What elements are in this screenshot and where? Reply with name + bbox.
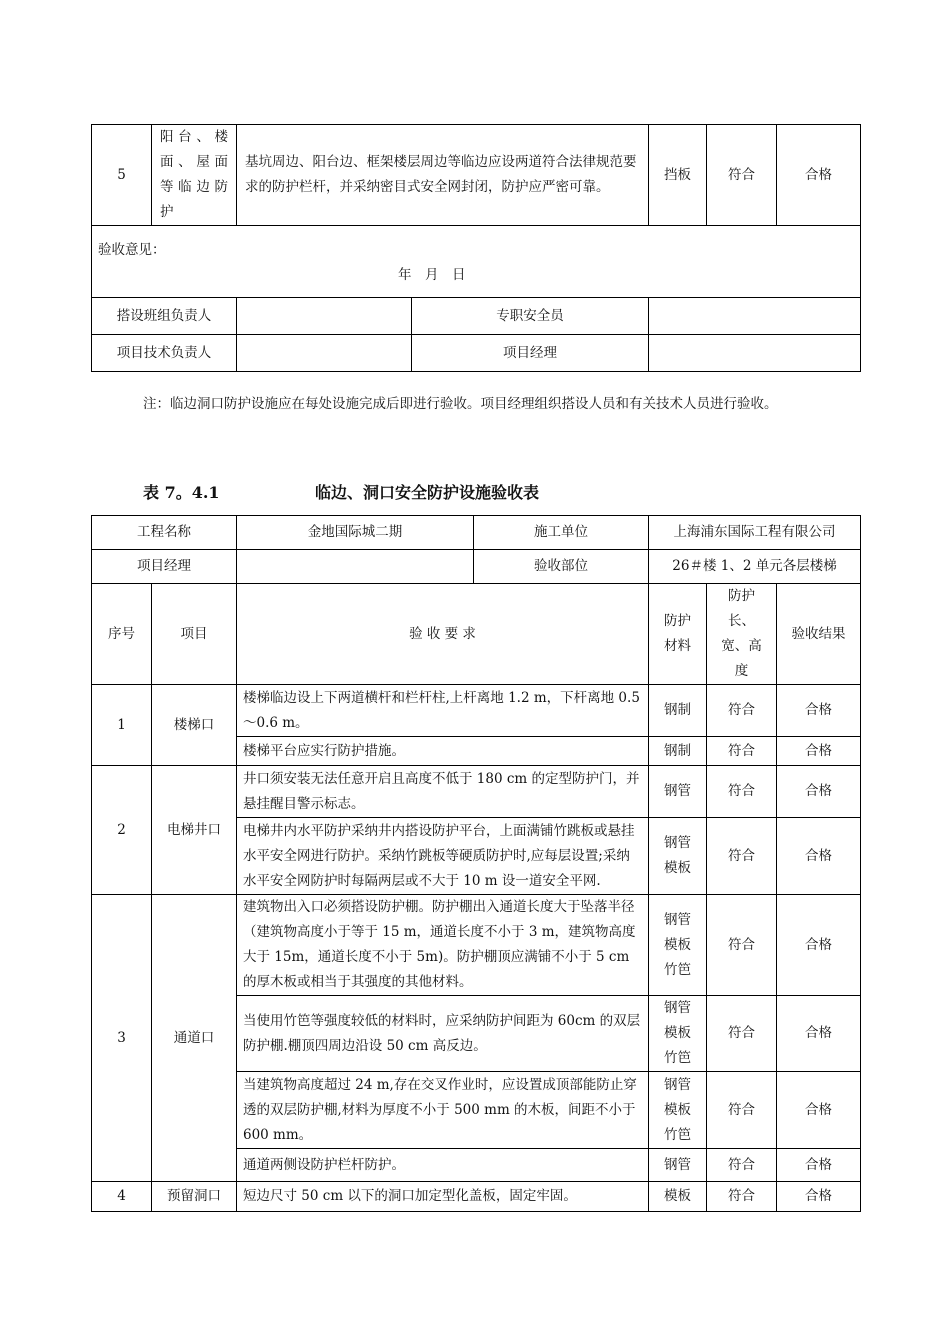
requirement-cell: 楼梯平台应实行防护措施。 [237,737,649,766]
result-cell: 合格 [777,737,861,766]
table-row [92,125,861,226]
material-cell: 模板 [649,1182,707,1212]
tech-leader-label: 项目技术负责人 [92,335,237,372]
signature-row [92,335,861,372]
size-cell: 符合 [707,685,777,737]
safety-officer-signature [649,298,861,335]
material-cell: 钢管 模板 竹笆 [649,996,707,1072]
result-cell: 合格 [777,895,861,996]
table-number: 表 7。4.1 [143,483,220,502]
col-requirement: 验 收 要 求 [237,584,649,685]
row-number: 3 [92,895,152,1182]
material-cell: 钢制 [649,737,707,766]
material-cell: 钢管 模板 竹笆 [649,895,707,996]
requirement-cell: 当使用竹笆等强度较低的材料时，应采纳防护间距为 60cm 的双层防护棚.棚顶四周边沿设 50 cm 高反边。 [237,996,649,1072]
result-cell: 合格 [777,996,861,1072]
material-cell: 钢制 [649,685,707,737]
requirement-cell: 建筑物出入口必须搭设防护棚。防护棚出入通道长度大于坠落半径（建筑物高度小于等于 15 m，通道长度不小于 3 m，建筑物高度大于 15m，通道长度不小于 5m)。防护棚顶应满铺不小于 5 cm 的厚木板或相当于其强度的其他材料。 [237,895,649,996]
material-cell: 钢管 模板 [649,818,707,895]
requirement-cell: 当建筑物高度超过 24 m,存在交叉作业时，应设置成顶部能防止穿透的双层防护棚,材料为厚度不小于 500 mm 的木板，间距不小于 600 mm。 [237,1072,649,1149]
result-cell: 合格 [777,1149,861,1182]
material-cell: 钢管 [649,1149,707,1182]
result-cell: 合格 [777,1182,861,1212]
result-cell: 合格 [777,685,861,737]
col-size: 防护 长、 宽、高 度 [707,584,777,685]
part-label: 验收部位 [534,558,588,574]
result-cell: 合格 [777,818,861,895]
item-cell: 楼梯口 [152,685,237,766]
team-leader-label: 搭设班组负责人 [92,298,237,335]
contractor-value: 上海浦东国际工程有限公司 [649,516,861,550]
manager-label: 项目经理 [92,550,237,584]
date-label: 年 月 日 [398,267,466,283]
result-cell: 合格 [777,125,861,226]
requirement-cell: 短边尺寸 50 cm 以下的洞口加定型化盖板，固定牢固。 [237,1182,649,1212]
size-cell: 符合 [707,1072,777,1149]
requirement-cell: 楼梯临边设上下两道横杆和栏杆柱,上杆离地 1.2 m，下杆离地 0.5～0.6 m。 [237,685,649,737]
size-cell: 符合 [707,895,777,996]
signature-row [92,298,861,335]
tech-leader-signature [237,335,412,372]
requirement-cell: 井口须安装无法任意开启且高度不低于 180 cm 的定型防护门，并悬挂醒目警示标志。 [237,766,649,818]
item-cell: 电梯井口 [152,766,237,895]
size-cell: 符合 [707,818,777,895]
opinion-label: 验收意见： [98,242,166,258]
row-number: 2 [92,766,152,895]
row-number: 1 [92,685,152,766]
col-result: 验收结果 [777,584,861,685]
column-header-row [92,584,861,685]
row-number: 4 [92,1182,152,1212]
safety-officer-label: 专职安全员 [412,298,649,335]
size-cell: 符合 [707,737,777,766]
part-value: 26＃楼 1、2 单元各层楼梯 [649,550,861,584]
item-cell: 预留洞口 [152,1182,237,1212]
result-cell: 合格 [777,1072,861,1149]
size-cell: 符合 [707,1182,777,1212]
item-cell: 通道口 [152,895,237,1182]
requirement-cell: 基坑周边、阳台边、框架楼层周边等临边应设两道符合法律规范要求的防护栏杆，并采纳密目式安全网封闭，防护应严密可靠。 [237,125,649,226]
manager-label: 项目经理 [412,335,649,372]
team-leader-signature [237,298,412,335]
material-cell: 挡板 [649,125,707,226]
project-name-label: 工程名称 [92,516,237,550]
size-cell: 符合 [707,766,777,818]
result-cell: 合格 [777,766,861,818]
project-name-cell [237,516,649,550]
material-cell: 钢管 模板 竹笆 [649,1072,707,1149]
project-name-value: 金地国际城二期 [237,516,474,549]
manager-value [237,550,474,583]
note-text: 注：临边洞口防护设施应在每处设施完成后即进行验收。项目经理组织搭设人员和有关技术人员进行验收。 [143,396,778,412]
requirement-cell: 通道两侧设防护栏杆防护。 [237,1149,649,1182]
acceptance-table [91,515,861,1212]
opinion-row [92,226,861,298]
col-item: 项目 [152,584,237,685]
size-cell: 符合 [707,125,777,226]
material-cell: 钢管 [649,766,707,818]
header-row [92,516,861,550]
table-row [92,1182,861,1212]
size-cell: 符合 [707,1149,777,1182]
contractor-label: 施工单位 [534,524,588,540]
manager-cell [237,550,649,584]
col-num: 序号 [92,584,152,685]
table-row [92,895,861,996]
opinion-cell [92,226,861,298]
size-cell: 符合 [707,996,777,1072]
table-row [92,766,861,818]
requirement-cell: 电梯井内水平防护采纳井内搭设防护平台，上面满铺竹跳板或悬挂水平安全网进行防护。采纳竹跳板等硬质防护时,应每层设置;采纳水平安全网防护时每隔两层或不大于 10 m 设一道安全平网. [237,818,649,895]
header-row [92,550,861,584]
table-title: 临边、洞口安全防护设施验收表 [315,483,540,502]
col-material: 防护 材料 [649,584,707,685]
table-row [92,685,861,737]
acceptance-table-continued [91,124,861,372]
item-cell: 阳台、楼 面、屋面 等临边防 护 [152,125,237,226]
row-number: 5 [92,125,152,226]
manager-signature [649,335,861,372]
